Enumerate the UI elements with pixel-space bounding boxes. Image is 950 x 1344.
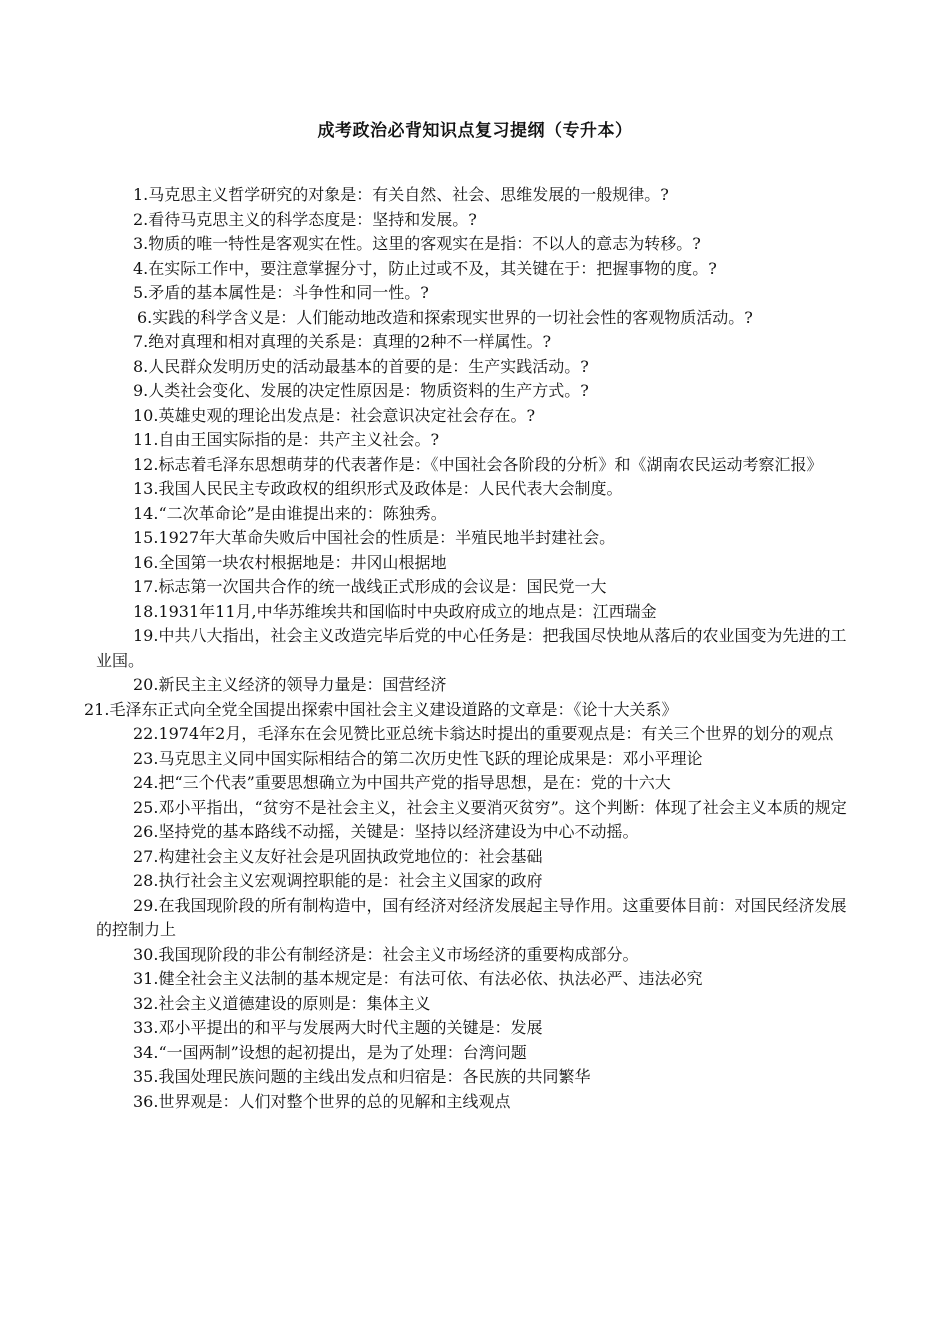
document-title: 成考政治必背知识点复习提纲（专升本）	[317, 121, 633, 141]
list-item: 29.在我国现阶段的所有制构造中，国有经济对经济发展起主导作用。这重要体目前：对国民经济发展的控制力上	[96, 895, 847, 939]
list-item: 31.健全社会主义法制的基本规定是：有法可依、有法必依、执法必严、违法必究	[133, 969, 703, 988]
list-item: 20.新民主主义经济的领导力量是：国营经济	[133, 675, 447, 694]
knowledge-point-list	[84, 183, 858, 1114]
list-item: 8.人民群众发明历史的活动最基本的首要的是：生产实践活动。?	[133, 356, 589, 376]
list-item: 7.绝对真理和相对真理的关系是：真理的2种不一样属性。?	[133, 332, 552, 351]
list-item: 4.在实际工作中，要注意掌握分寸，防止过或不及，其关键在于：把握事物的度。?	[133, 258, 717, 278]
list-item: 25.邓小平指出，“贫穷不是社会主义，社会主义要消灭贫穷”。这个判断：体现了社会主义本质的规定	[133, 797, 847, 817]
list-item: 19.中共八大指出，社会主义改造完毕后党的中心任务是：把我国尽快地从落后的农业国变为先进的工业国。	[96, 626, 847, 670]
list-item: 13.我国人民民主专政政权的组织形式及政体是：人民代表大会制度。	[133, 479, 623, 498]
list-item: 6.实践的科学含义是：人们能动地改造和探索现实世界的一切社会性的客观物质活动。?	[137, 307, 753, 327]
list-item: 27.构建社会主义友好社会是巩固执政党地位的：社会基础	[133, 846, 543, 866]
list-item: 36.世界观是：人们对整个世界的总的见解和主线观点	[133, 1091, 511, 1111]
list-item: 16.全国第一块农村根据地是：井冈山根据地	[133, 552, 447, 572]
list-item: 2.看待马克思主义的科学态度是：坚持和发展。?	[133, 209, 477, 229]
list-item: 34.“一国两制”设想的起初提出，是为了处理：台湾问题	[133, 1042, 527, 1062]
list-item: 3.物质的唯一特性是客观实在性。这里的客观实在是指：不以人的意志为转移。?	[133, 234, 701, 253]
list-item: 10.英雄史观的理论出发点是：社会意识决定社会存在。?	[133, 405, 536, 425]
list-item: 21.毛泽东正式向全党全国提出探索中国社会主义建设道路的文章是：《论十大关系》	[84, 699, 678, 719]
list-item: 26.坚持党的基本路线不动摇，关键是：坚持以经济建设为中心不动摇。	[133, 822, 639, 841]
list-item: 32.社会主义道德建设的原则是：集体主义	[133, 993, 431, 1013]
list-item: 17.标志第一次国共合作的统一战线正式形成的会议是：国民党一大	[133, 577, 607, 596]
list-item: 5.矛盾的基本属性是：斗争性和同一性。?	[133, 283, 429, 302]
list-item: 14.“二次革命论”是由谁提出来的：陈独秀。	[133, 503, 447, 523]
list-item: 1.马克思主义哲学研究的对象是：有关自然、社会、思维发展的一般规律。?	[133, 185, 669, 204]
list-item: 33.邓小平提出的和平与发展两大时代主题的关键是：发展	[133, 1018, 543, 1037]
list-item: 28.执行社会主义宏观调控职能的是：社会主义国家的政府	[133, 871, 543, 890]
list-item: 35.我国处理民族问题的主线出发点和归宿是：各民族的共同繁华	[133, 1067, 591, 1086]
list-item: 9.人类社会变化、发展的决定性原因是：物质资料的生产方式。?	[133, 381, 589, 400]
list-item: 24.把“三个代表”重要思想确立为中国共产党的指导思想，是在：党的十六大	[133, 773, 671, 792]
list-item: 18.1931年11月,中华苏维埃共和国临时中央政府成立的地点是：江西瑞金	[133, 601, 657, 621]
list-item: 11.自由王国实际指的是：共产主义社会。?	[133, 430, 440, 449]
list-item: 15.1927年大革命失败后中国社会的性质是：半殖民地半封建社会。	[133, 528, 616, 547]
list-item: 30.我国现阶段的非公有制经济是：社会主义市场经济的重要构成部分。	[133, 944, 639, 964]
list-item: 23.马克思主义同中国实际相结合的第二次历史性飞跃的理论成果是：邓小平理论	[133, 748, 703, 768]
list-item: 22.1974年2月，毛泽东在会见赞比亚总统卡翁达时提出的重要观点是：有关三个世界的划分的观点	[133, 724, 834, 743]
list-item: 12.标志着毛泽东思想萌芽的代表著作是：《中国社会各阶段的分析》和《湖南农民运动考察汇报》	[133, 454, 823, 474]
